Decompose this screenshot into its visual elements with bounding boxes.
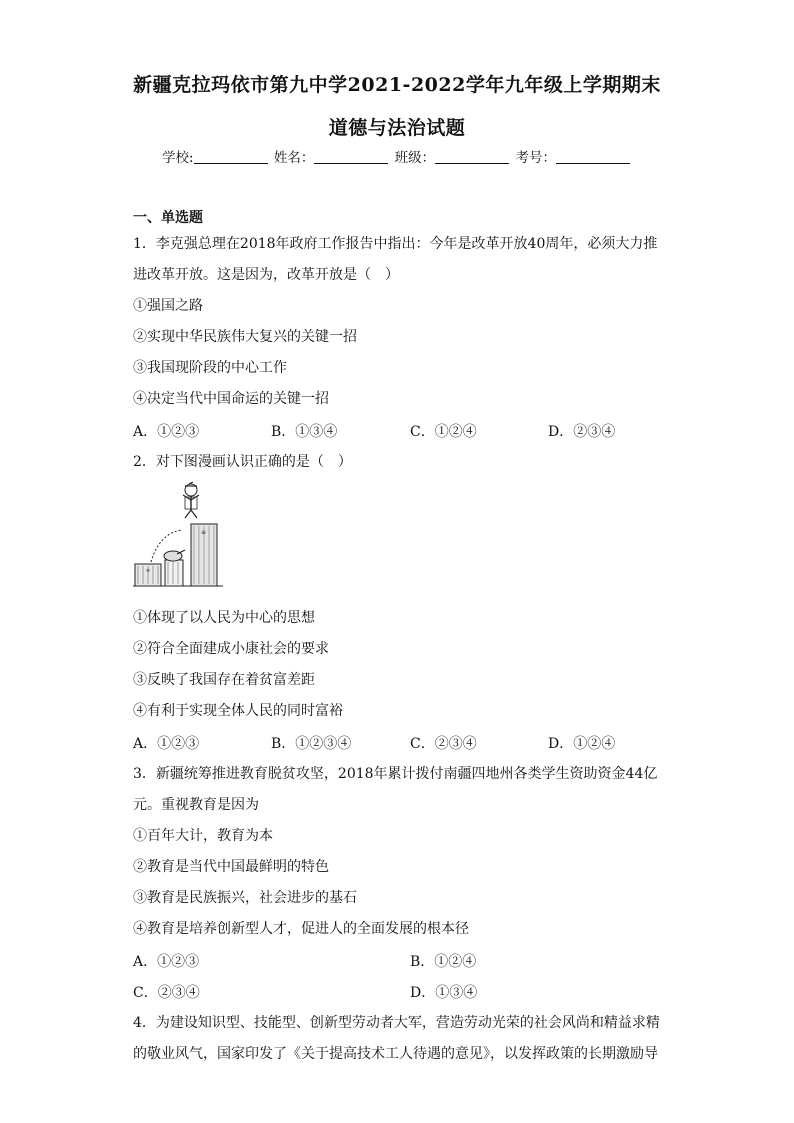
q1-item-4: ④决定当代中国命运的关键一招: [133, 391, 329, 407]
q2-item-1: ①体现了以人民为中心的思想: [133, 610, 315, 626]
q3-option-d[interactable]: D．①③④: [410, 985, 478, 1001]
exam-number-blank[interactable]: [556, 149, 630, 164]
cartoon-illustration: [133, 480, 229, 590]
svg-text:≡: ≡: [201, 529, 207, 536]
q3-option-a[interactable]: A．①②③: [133, 954, 200, 970]
school-blank[interactable]: [194, 149, 268, 164]
q2-item-2: ②符合全面建成小康社会的要求: [133, 641, 329, 657]
q2-option-d[interactable]: D．①②④: [548, 736, 616, 752]
q2-item-4: ④有利于实现全体人民的同时富裕: [133, 703, 343, 719]
q4-stem-line1: 4．为建设知识型、技能型、创新型劳动者大军，营造劳动光荣的社会风尚和精益求精: [133, 1015, 660, 1031]
q3-item-1: ①百年大计，教育为本: [133, 828, 273, 844]
q3-item-4: ④教育是培养创新型人才，促进人的全面发展的根本径: [133, 921, 469, 937]
q1-option-d[interactable]: D．②③④: [548, 424, 616, 440]
q1-stem-line1: 1．李克强总理在2018年政府工作报告中指出：今年是改革开放40周年，必须大力推: [133, 236, 658, 252]
section-title: 一、单选题: [133, 210, 203, 226]
school-label: 学校:: [162, 150, 194, 166]
q2-item-3: ③反映了我国存在着贫富差距: [133, 672, 315, 688]
q3-item-3: ③教育是民族振兴，社会进步的基石: [133, 890, 357, 906]
q1-item-1: ①强国之路: [133, 298, 203, 314]
q1-item-3: ③我国现阶段的中心工作: [133, 360, 287, 376]
name-label: 姓名：: [273, 150, 315, 166]
q2-option-a[interactable]: A．①②③: [133, 736, 200, 752]
q3-option-b[interactable]: B．①②④: [410, 954, 477, 970]
exam-title-line1: 新疆克拉玛依市第九中学2021-2022学年九年级上学期期末: [133, 74, 661, 96]
q1-option-a[interactable]: A．①②③: [133, 424, 200, 440]
class-label: 班级：: [394, 150, 436, 166]
exam-title-line2: 道德与法治试题: [328, 117, 466, 139]
q1-option-b[interactable]: B．①③④: [271, 424, 338, 440]
student-info-row: [0, 146, 794, 166]
q1-stem-line2: 进改革开放。这是因为，改革开放是（ ）: [133, 267, 399, 283]
exam-number-label: 考号：: [515, 150, 556, 166]
q3-option-c[interactable]: C．②③④: [133, 985, 200, 1001]
q3-stem-line2: 元。重视教育是因为: [133, 797, 259, 813]
q1-item-2: ②实现中华民族伟大复兴的关键一招: [133, 329, 357, 345]
q1-option-c[interactable]: C．①②④: [410, 424, 477, 440]
q2-option-c[interactable]: C．②③④: [410, 736, 477, 752]
svg-text:≡: ≡: [146, 568, 151, 574]
q4-stem-line2: 的敬业风气，国家印发了《关于提高技术工人待遇的意见》，以发挥政策的长期激励导: [133, 1046, 658, 1062]
class-blank[interactable]: [435, 149, 509, 164]
q2-stem-line1: 2．对下图漫画认识正确的是（ ）: [133, 454, 352, 470]
name-blank[interactable]: [314, 149, 388, 164]
q3-stem-line1: 3．新疆统筹推进教育脱贫攻坚，2018年累计拨付南疆四地州各类学生资助资金44亿: [133, 766, 658, 782]
q3-item-2: ②教育是当代中国最鲜明的特色: [133, 859, 329, 875]
q2-option-b[interactable]: B．①②③④: [271, 736, 352, 752]
